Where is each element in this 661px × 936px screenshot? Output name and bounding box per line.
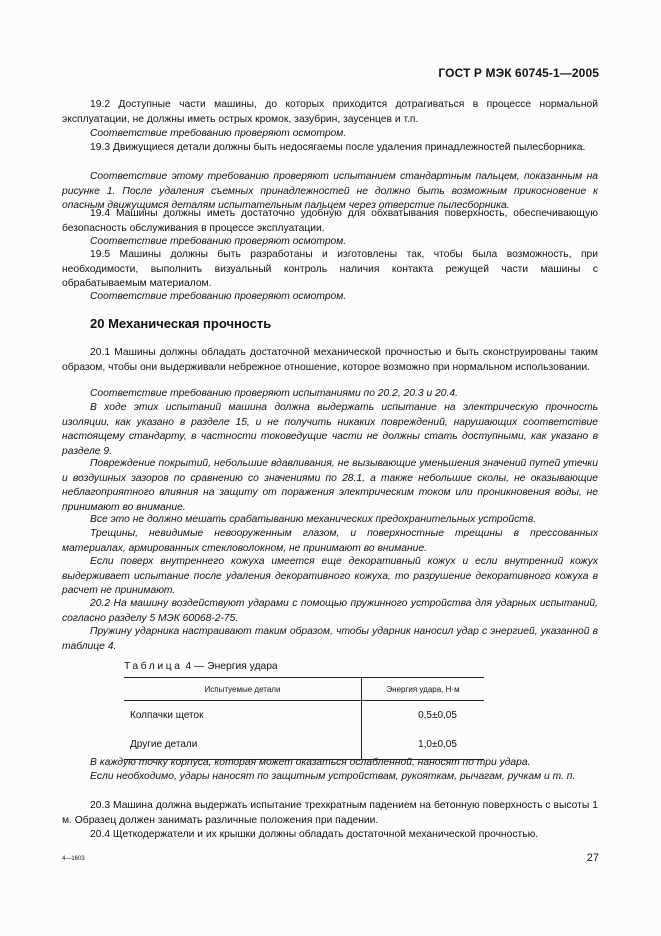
column-header-energy: Энергия удара, Н·м (362, 678, 485, 701)
clause-19-5: 19.5 Машины должны быть разработаны и изготовлены так, чтобы была возможность, при необходимости, выполнить визуальный контроль наличия контакта режущей части машины с обрабатываемым материалом. (62, 249, 598, 289)
table-cell-energy: 0,5±0,05 (418, 710, 457, 721)
test-note-damage: Повреждение покрытий, небольшие вдавливания, не вызывающие уменьшения значений путей утечки и воздушных зазоров по сравнению со значениями по 28.1, а также небольшие сколы, не оказывающие неблагоприятного влияния на защиту от поражения электрическим током или проникновения воды, не принимают во внимание. (62, 458, 598, 513)
clause-19-3: 19.3 Движущиеся детали должны быть недосягаемы после удаления принадлежностей пылесборника. (90, 142, 586, 153)
table-caption-word: Таблица (124, 661, 183, 672)
print-code: 4—1603 (62, 856, 85, 862)
test-note-dielectric: В ходе этих испытаний машина должна выдержать испытание на электрическую прочность изоляции, как указано в разделе 15, и не получить никаких повреждений, нарушающих соответствие настоящему стандарту, в частности токоведущие части не должны стать доступными, как указано в разделе 9. (62, 402, 598, 457)
impact-spring-note: Пружину ударника настраивают таким образом, чтобы ударник наносил удар с энергией, указанной в таблице 4. (62, 626, 598, 652)
standard-header: ГОСТ Р МЭК 60745-1—2005 (438, 66, 599, 80)
table-cell-part: Колпачки щеток (124, 701, 362, 731)
conformity-19-3: Соответствие этому требованию проверяют испытанием стандартным пальцем, показанным на рисунке 1. После удаления съемных принадлежностей не должно быть возможным прикосновение к опасным движущимся деталям испытательным пальцем через отверстие пылесборника. (62, 171, 598, 211)
clause-19-4: 19.4 Машины должны иметь достаточно удобную для обхватывания поверхность, обеспечивающую безопасность обслуживания в процессе эксплуатации. (62, 208, 598, 234)
table-4-caption (124, 661, 278, 672)
clause-20-3: 20.3 Машина должна выдержать испытание трехкратным падением на бетонную поверхность с высоты 1 м. Образец должен занимать различные положения при падении. (62, 800, 598, 826)
clause-20-4: 20.4 Щеткодержатели и их крышки должны обладать достаточной механической прочностью. (90, 829, 539, 840)
test-note-decorative-cover: Если поверх внутреннего кожуха имеется еще декоративный кожух и если внутренний кожух выдерживает испытание после удаления декоративного кожуха, то разрушение декоративного кожуха в расчет не принимают. (62, 556, 598, 596)
clause-19-2: 19.2 Доступные части машины, до которых приходится дотрагиваться в процессе нормальной эксплуатации, не должны иметь острых кромок, зазубрин, заусенцев и т.п. (62, 99, 598, 125)
conformity-19-2: Соответствие требованию проверяют осмотром. (90, 128, 347, 139)
conformity-19-4: Соответствие требованию проверяют осмотром. (90, 236, 347, 247)
clause-20-1: 20.1 Машины должны обладать достаточной механической прочностью и быть сконструированы таким образом, чтобы они выдерживали небрежное отношение, которое возможно при нормальном использовании. (62, 347, 598, 373)
impact-count-note: В каждую точку корпуса, которая может оказаться ослабленной, наносят по три удара. (90, 757, 531, 768)
impact-targets-note: Если необходимо, удары наносят по защитным устройствам, рукояткам, рычагам, ручкам и т. п. (90, 771, 576, 782)
table-row (124, 701, 484, 731)
clause-20-2: 20.2 На машину воздействуют ударами с помощью пружинного устройства для ударных испытаний, согласно разделу 5 МЭК 60068-2-75. (62, 598, 598, 624)
conformity-20-1: Соответствие требованию проверяют испытаниями по 20.2, 20.3 и 20.4. (90, 388, 458, 399)
test-note-protective-devices: Все это не должно мешать срабатыванию механических предохранительных устройств. (90, 514, 537, 525)
table-cell-energy: 1,0±0,05 (362, 730, 485, 760)
column-header-parts: Испытуемые детали (124, 678, 362, 701)
page-number: 27 (586, 852, 599, 864)
impact-energy-table (124, 677, 484, 760)
section-20-title: 20 Механическая прочность (90, 316, 272, 331)
test-note-cracks: Трещины, невидимые невооруженным глазом, и поверхностные трещины в прессованных материалах, армированных стекловолокном, не принимают во внимание. (62, 528, 598, 554)
table-caption-title: 4 — Энергия удара (182, 661, 278, 672)
conformity-19-5: Соответствие требованию проверяют осмотром. (90, 291, 347, 302)
table-cell-part: Другие детали (124, 730, 362, 760)
